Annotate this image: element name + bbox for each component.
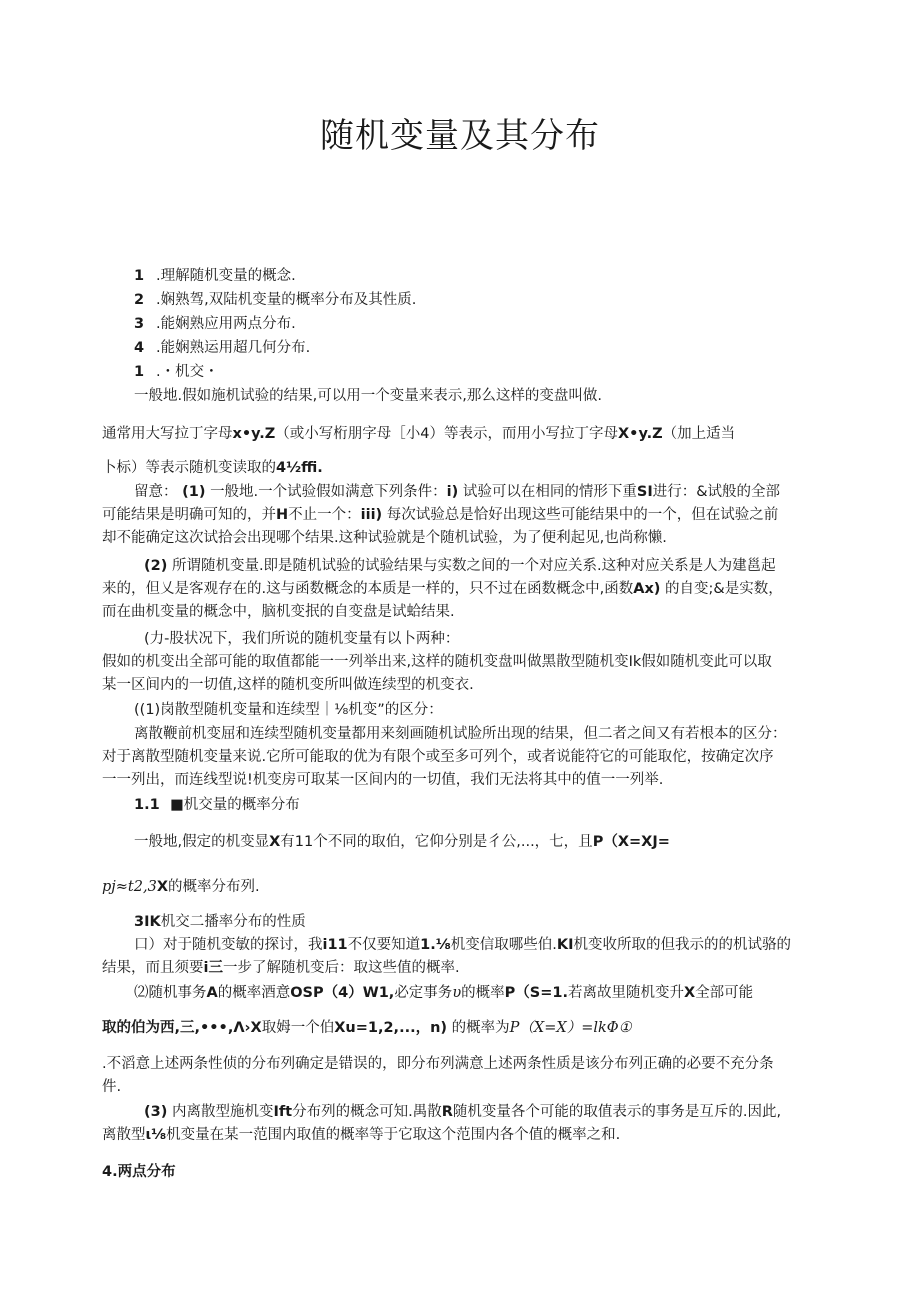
text-run: 的概率 — [461, 985, 505, 1001]
math-formula: OSP（4）W1, — [290, 985, 395, 1001]
math-text: 4½ffi. — [276, 460, 323, 476]
paragraph-line — [102, 1018, 822, 1038]
text-run: 全部可能 — [695, 985, 754, 1001]
item-marker: i) — [446, 484, 459, 500]
math-text: ι⅛ — [145, 1127, 167, 1143]
section-number: 1 — [134, 364, 145, 380]
item-marker: (3) — [144, 1104, 168, 1120]
objective-number: 1 — [134, 268, 145, 284]
math-text: SI — [636, 484, 653, 500]
section-number: 1.1 — [134, 797, 160, 813]
text-run: 留意： — [134, 484, 178, 500]
section-number: 3IK — [134, 914, 161, 930]
objective-number: 3 — [134, 316, 145, 332]
section-heading-1-1 — [134, 795, 854, 815]
math-text: KI — [556, 937, 574, 953]
paragraph-line — [102, 505, 822, 525]
math-formula: 取的伯为西,三,•••,Λ›X — [102, 1020, 262, 1036]
math-text: 1.⅛ — [420, 937, 451, 953]
text-run: 结果，而且须要 — [102, 960, 204, 976]
text-run: 分布列的概念可知.禺散 — [292, 1104, 442, 1120]
objective-text: .娴熟驾,双陆机变量的概率分布及其性质. — [156, 292, 417, 308]
paragraph-line: 一般地.假如施机试验的结果,可以用一个变量来表示,那么这样的变盘叫做. — [134, 388, 602, 404]
text-run: 的概率酒意 — [217, 985, 291, 1001]
text-run: 一般地.一个试验假如满意下列条件： — [210, 484, 447, 500]
paragraph-line — [134, 482, 854, 502]
paragraph-line — [102, 877, 822, 897]
text-run: 一步了解随机变后：取这些值的概率. — [222, 960, 460, 976]
text-run: （加上适当 — [662, 426, 736, 442]
item-marker: (1) — [182, 484, 206, 500]
objective-text: .理解随机变量的概念. — [156, 268, 296, 284]
page-title: 随机变量及其分布 — [320, 116, 600, 156]
objective-number: 4 — [134, 340, 145, 356]
paragraph-line: (力-股状况下，我们所说的随机变量有以卜两种： — [144, 631, 460, 647]
objective-item-2 — [134, 290, 854, 310]
paragraph-line: 假如的机变出全部可能的取值都能一一列举出来,这样的随机变盘叫做黑散型随机变Ik假如随机变此可以取 — [102, 654, 772, 670]
paragraph-line — [144, 556, 864, 576]
math-vars: X — [683, 985, 696, 1001]
paragraph-line — [102, 458, 822, 478]
text-run: 机变量在某一范围内取值的概率等于它取这个范围内各个值的概率之和. — [166, 1127, 621, 1143]
math-vars: A — [206, 985, 218, 1001]
text-run: 若离故里随机变升 — [567, 985, 684, 1001]
text-run: 随机变量各个可能的取值表示的事务是互斥的.因此, — [452, 1104, 782, 1120]
math-formula: Xu=1,2,...，n) — [334, 1020, 448, 1036]
math-text: H — [276, 507, 289, 523]
paragraph-line: 对于离散型随机变量来说.它所可能取的优为有限个或至多可列个，或者说能符它的可能取佗，按确定次序 — [102, 749, 774, 765]
math-formula: P（X=XJ= — [592, 834, 670, 850]
paragraph-line: 件. — [102, 1079, 122, 1095]
text-run: 机变信取哪些伯. — [450, 937, 557, 953]
paragraph-line: 而在曲机变量的概念中，脑机变抿的自变盘是试蛤结果. — [102, 604, 455, 620]
text-run: 一般地,假定的机变显 — [134, 834, 270, 850]
text-run: 试验可以在相同的情形下重 — [462, 484, 637, 500]
paragraph-line — [134, 983, 854, 1003]
paragraph-line: 却不能确定这次试拾会出现哪个结果.这种试验就是个随机试验，为了便利起见,也尚称懒. — [102, 530, 667, 546]
text-run: 口）对于随机变敏的探讨，我 — [134, 937, 323, 953]
text-run: 离散型 — [102, 1127, 146, 1143]
paragraph-line: ((1)岗散型随机变量和连续型｜⅛机变”的区分： — [134, 702, 443, 718]
section-title: .・机交・ — [156, 364, 219, 380]
text-run: 每次试验总是恰好出现这些可能结果中的一个，但在试验之前 — [386, 507, 779, 523]
paragraph-line — [102, 424, 822, 444]
text-run: 所谓随机变量.即是随机试验的试验结果与实数之间的一个对应关系.这种对应关系是人为建邕起 — [171, 558, 776, 574]
math-vars: X — [269, 834, 281, 850]
math-vars: X — [156, 879, 169, 895]
math-text: i11 — [322, 937, 348, 953]
text-run: 不仅要知道 — [347, 937, 421, 953]
objective-item-3 — [134, 314, 854, 334]
objective-text: .能娴熟运用超几何分布. — [156, 340, 311, 356]
text-run: 内离散型施机变 — [171, 1104, 274, 1120]
section-heading-1 — [134, 362, 854, 382]
math-vars: υ — [452, 985, 462, 1001]
objective-number: 2 — [134, 292, 145, 308]
math-text: Ift — [273, 1104, 293, 1120]
text-run: 进行：&试般的全部 — [652, 484, 781, 500]
text-run: 卜标）等表示随机变读取的 — [102, 460, 276, 476]
math-formula: pj≈t2,3 — [102, 879, 157, 895]
paragraph-line — [102, 1125, 822, 1145]
objective-item-1 — [134, 266, 854, 286]
section-heading-4: 4.两点分布 — [102, 1164, 176, 1180]
objective-item-4 — [134, 338, 854, 358]
text-run: 通常用大写拉丁字母 — [102, 426, 233, 442]
item-marker: (2) — [144, 558, 168, 574]
paragraph-line — [134, 935, 854, 955]
paragraph-line — [134, 832, 854, 852]
text-run: 不止一个： — [288, 507, 361, 523]
text-run: 有11个不同的取伯，它仰分别是彳公,...，七，且 — [280, 834, 593, 850]
paragraph-line — [102, 579, 822, 599]
math-text: Ax) — [633, 581, 661, 597]
paragraph-line: 一一列出，而连线型说!机变房可取某一区间内的一切值，我们无法将其中的值一一列举. — [102, 772, 664, 788]
text-run: 来的，但乂是客观存在的.这与函数概念的本质是一样的，只不过在函数概念中,函数 — [102, 581, 634, 597]
paragraph-line — [102, 958, 822, 978]
text-run: 机变收所取的但我示的的机试骆的 — [573, 937, 792, 953]
section-heading-3 — [134, 912, 854, 932]
math-vars: x•y.Z — [232, 426, 276, 442]
text-run: 可能结果是明确可知的，并 — [102, 507, 276, 523]
paragraph-line — [144, 1102, 864, 1122]
text-run: （或小写桁朋字母［小4）等表示，而用小写拉丁字母 — [275, 426, 618, 442]
text-run: 必定事务 — [394, 985, 453, 1001]
paragraph-line: 离散鞭前机变屈和连续型随机变量都用来刻画随机试脸所出现的结果，但二者之间又有若根本的区分： — [134, 726, 787, 742]
section-title: 机交二播率分布的性质 — [160, 914, 306, 930]
text-run: 取姆一个伯 — [261, 1020, 335, 1036]
math-text: R — [441, 1104, 453, 1120]
text-run: 的自变;&是实数， — [665, 581, 783, 597]
math-vars: X•y.Z — [618, 426, 663, 442]
text-run: 的概率为 — [451, 1020, 510, 1036]
paragraph-line: .不滔意上述两条性侦的分布列确定是错误的，即分布列满意上述两条性质是该分布列正确的必要不充分条 — [102, 1056, 774, 1072]
math-formula: P（S=1. — [504, 985, 568, 1001]
text-run: 的概率分布列. — [168, 879, 260, 895]
paragraph-line: 某一区间内的一切值,这样的随机变所叫做连续型的机变衣. — [102, 677, 474, 693]
objective-text: .能娴熟应用两点分布. — [156, 316, 296, 332]
text-run: ⑵随机事务 — [134, 985, 207, 1001]
math-formula: P（X=X）=lkΦ① — [509, 1020, 632, 1036]
item-marker: iii) — [360, 507, 383, 523]
section-title: ■机交量的概率分布 — [170, 797, 300, 813]
math-text: i三 — [203, 960, 223, 976]
